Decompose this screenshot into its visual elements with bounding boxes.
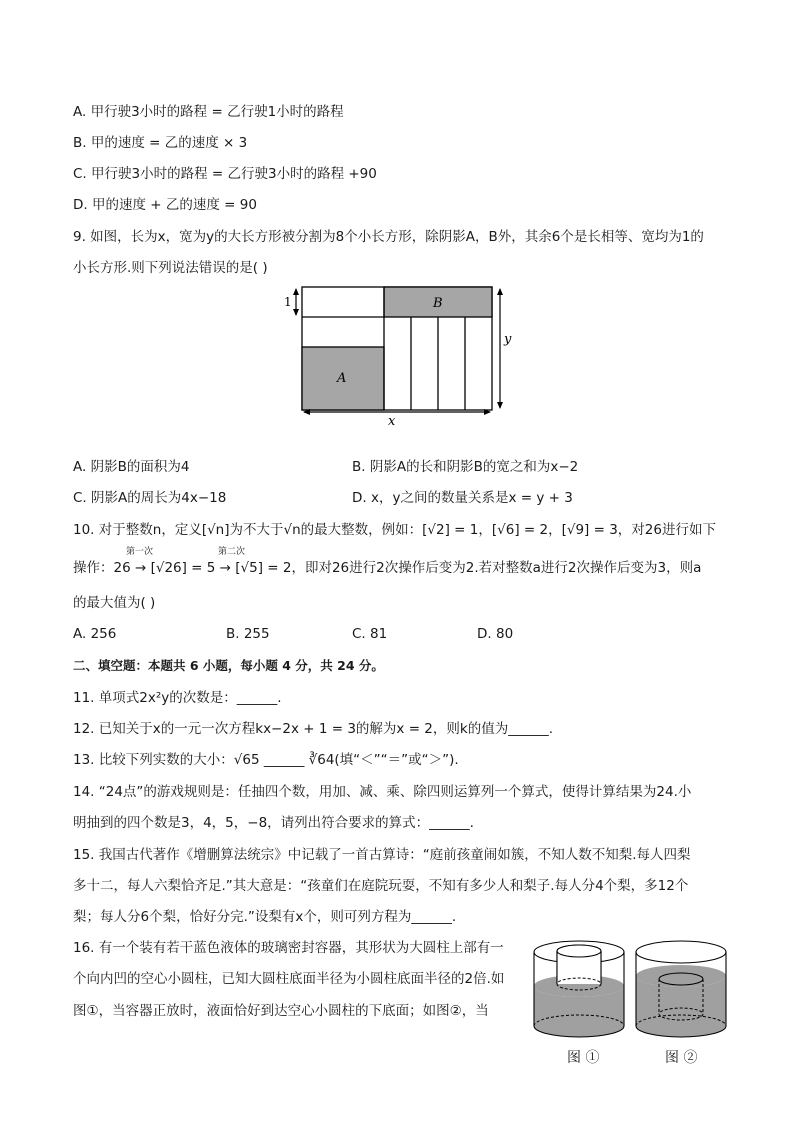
arrow-head [293, 288, 299, 295]
label-x: x [388, 414, 396, 428]
q14-line1: 14. “24点”的游戏规则是：任抽四个数，用加、减、乘、除四则运算列一个算式，使得计算结果为24.小 [73, 784, 692, 800]
q16-line3: 图①，当容器正放时，液面恰好到达空心小圆柱的下底面；如图②，当 [73, 1003, 489, 1019]
q10-option-d: D. 80 [477, 626, 514, 642]
q10-option-c: C. 81 [352, 626, 388, 642]
q10-arrow-label-2: 第二次 [218, 547, 246, 557]
q12-text: 12. 已知关于x的一元一次方程kx−2x + 1 = 3的解为x = 2，则k的值为______. [73, 721, 553, 737]
q16-line2: 个向内凹的空心小圆柱，已知大圆柱底面半径为小圆柱底面半径的2倍.如 [73, 971, 505, 987]
q10-stem-line3: 的最大值为( ) [73, 595, 156, 611]
q13-text: 13. 比较下列实数的大小：√65 ______ ∛64(填“＜”“＝”或“＞”). [73, 752, 459, 768]
q10-arrow-label-1: 第一次 [126, 547, 154, 557]
q9-option-c: C. 阴影A的周长为4x−18 [73, 490, 227, 506]
label-one: 1 [284, 295, 292, 309]
liquid-surface [636, 965, 726, 987]
q15-line2: 多十二，每人六梨恰齐足.”其大意是：“孩童们在庭院玩耍，不知有多少人和梨子.每人分4个梨，多12个 [73, 878, 689, 894]
q10-option-a: A. 256 [73, 626, 117, 642]
q8-option-a: A. 甲行驶3小时的路程 = 乙行驶1小时的路程 [73, 104, 344, 120]
label-y: y [504, 332, 512, 347]
figure-1-caption: 图 ① [567, 1050, 600, 1066]
label-b: B [433, 296, 443, 311]
q11-text: 11. 单项式2x²y的次数是：______. [73, 690, 282, 706]
q9-option-b: B. 阴影A的长和阴影B的宽之和为x−2 [352, 459, 579, 475]
arrow-head [293, 309, 299, 316]
q8-option-d: D. 甲的速度 + 乙的速度 = 90 [73, 197, 257, 213]
cylinder-figure-2 [630, 934, 732, 1046]
q8-option-b: B. 甲的速度 = 乙的速度 × 3 [73, 135, 248, 151]
q10-option-b: B. 255 [226, 626, 270, 642]
q14-line2: 明抽到的四个数是3，4，5，−8，请列出符合要求的算式：______. [73, 815, 474, 831]
q15-line3: 梨；每人分6个梨，恰好分完.”设梨有x个，则可列方程为______. [73, 909, 457, 925]
section-heading-fill-in: 二、填空题：本题共 6 小题，每小题 4 分，共 24 分。 [73, 658, 384, 673]
q9-option-a: A. 阴影B的面积为4 [73, 459, 190, 475]
q9-option-d: D. x，y之间的数量关系是x = y + 3 [352, 490, 573, 506]
q15-line1: 15. 我国古代著作《增删算法统宗》中记载了一首古算诗：“庭前孩童闹如簇，不知人数不知梨.每人四梨 [73, 847, 691, 863]
q16-line1: 16. 有一个装有若干蓝色液体的玻璃密封容器，其形状为大圆柱上部有一 [73, 940, 504, 956]
figure-2-caption: 图 ② [665, 1050, 698, 1066]
q9-stem-line1: 9. 如图，长为x，宽为y的大长方形被分割为8个小长方形，除阴影A，B外，其余6个是长相等、宽均为1的 [73, 229, 704, 245]
q10-stem-line1: 10. 对于整数n，定义[√n]为不大于√n的最大整数，例如：[√2] = 1，[√6] = 2，[√9] = 3，对26进行如下 [73, 522, 716, 538]
q10-stem-line2: 操作：26 → [√26] = 5 → [√5] = 2，即对26进行2次操作后变为2.若对整数a进行2次操作后变为3，则a [73, 560, 702, 576]
inner-top-ellipse-front [557, 945, 601, 957]
label-a: A [337, 371, 347, 386]
outer-top-ellipse [636, 941, 726, 963]
q9-rectangle-figure [270, 278, 530, 428]
q8-option-c: C. 甲行驶3小时的路程 = 乙行驶3小时的路程 +90 [73, 166, 377, 182]
q9-stem-line2: 小长方形.则下列说法错误的是( ) [73, 260, 268, 276]
arrow-head [497, 402, 503, 409]
cylinder-figure-1 [528, 934, 630, 1046]
arrow-head [497, 288, 503, 295]
